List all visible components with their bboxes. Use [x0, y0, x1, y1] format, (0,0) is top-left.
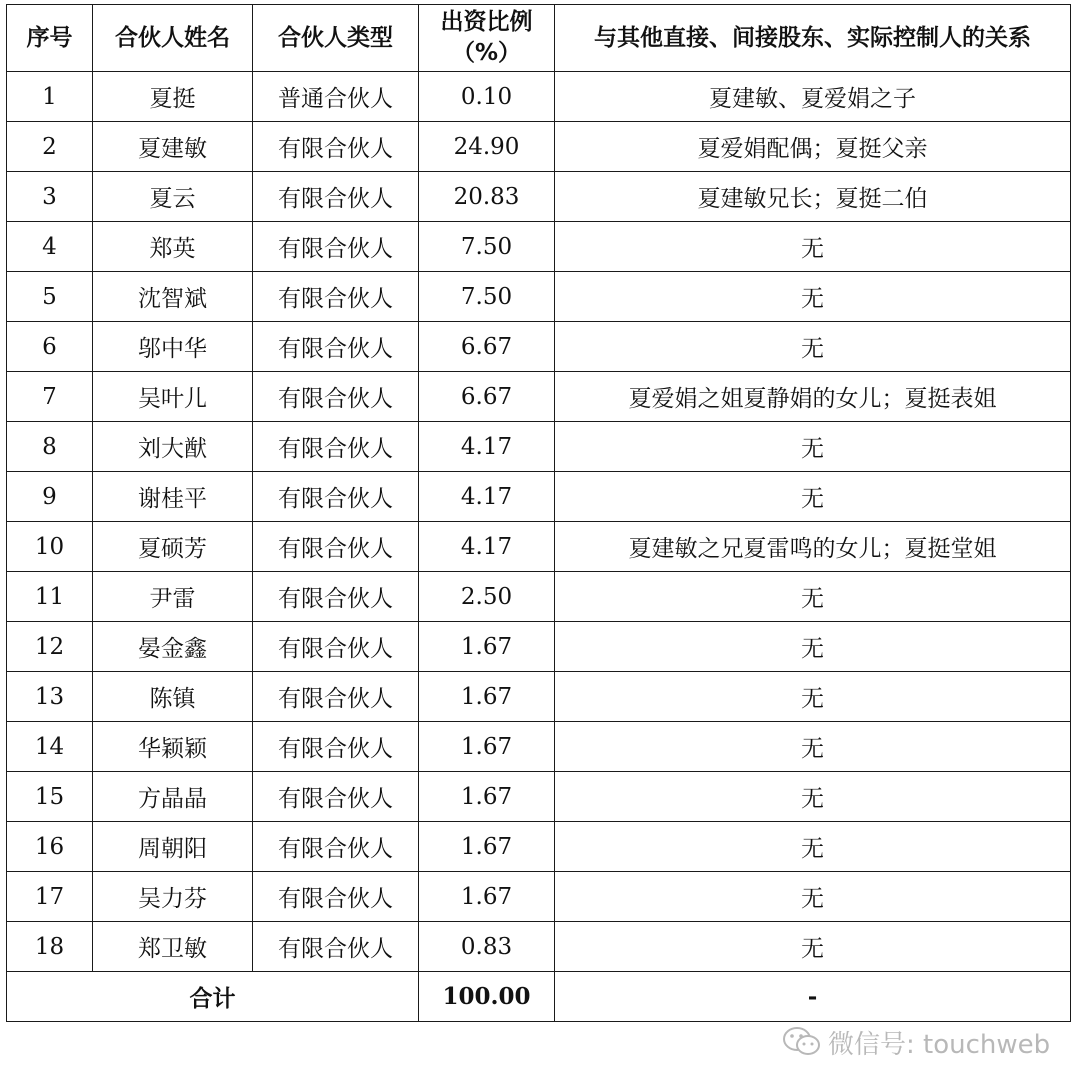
table-row — [7, 272, 1071, 322]
table-row — [7, 622, 1071, 672]
cell-partner-type: 有限合伙人 — [253, 372, 419, 422]
cell-partner-name: 吴力芬 — [93, 872, 253, 922]
table-row — [7, 922, 1071, 972]
cell-index: 3 — [7, 172, 93, 222]
total-label: 合计 — [7, 972, 419, 1022]
cell-index: 9 — [7, 472, 93, 522]
cell-contribution-ratio: 20.83 — [419, 172, 555, 222]
cell-relationship: 无 — [555, 722, 1071, 772]
cell-relationship: 无 — [555, 672, 1071, 722]
cell-relationship: 夏建敏兄长；夏挺二伯 — [555, 172, 1071, 222]
table-row — [7, 572, 1071, 622]
wechat-icon — [782, 1025, 822, 1059]
cell-relationship: 无 — [555, 422, 1071, 472]
table-row — [7, 322, 1071, 372]
cell-partner-name: 刘大猷 — [93, 422, 253, 472]
header-relationship: 与其他直接、间接股东、实际控制人的关系 — [555, 5, 1071, 72]
cell-partner-type: 有限合伙人 — [253, 672, 419, 722]
cell-index: 15 — [7, 772, 93, 822]
cell-index: 17 — [7, 872, 93, 922]
cell-partner-type: 有限合伙人 — [253, 822, 419, 872]
cell-index: 5 — [7, 272, 93, 322]
cell-partner-name: 沈智斌 — [93, 272, 253, 322]
cell-index: 8 — [7, 422, 93, 472]
cell-partner-name: 夏建敏 — [93, 122, 253, 172]
header-row — [7, 5, 1071, 72]
table-row — [7, 722, 1071, 772]
cell-contribution-ratio: 4.17 — [419, 522, 555, 572]
cell-partner-name: 夏云 — [93, 172, 253, 222]
cell-partner-name: 郑英 — [93, 222, 253, 272]
total-row — [7, 972, 1071, 1022]
cell-partner-name: 吴叶儿 — [93, 372, 253, 422]
cell-contribution-ratio: 0.83 — [419, 922, 555, 972]
cell-contribution-ratio: 6.67 — [419, 372, 555, 422]
table-row — [7, 422, 1071, 472]
watermark-text: 微信号: touchweb — [828, 1029, 1051, 1060]
cell-contribution-ratio: 7.50 — [419, 272, 555, 322]
cell-partner-type: 有限合伙人 — [253, 222, 419, 272]
header-partner-type: 合伙人类型 — [253, 5, 419, 72]
cell-index: 4 — [7, 222, 93, 272]
table-row — [7, 122, 1071, 172]
header-index: 序号 — [7, 5, 93, 72]
header-partner-name: 合伙人姓名 — [93, 5, 253, 72]
cell-contribution-ratio: 4.17 — [419, 422, 555, 472]
cell-index: 7 — [7, 372, 93, 422]
partners-table — [6, 4, 1071, 1022]
cell-partner-type: 有限合伙人 — [253, 522, 419, 572]
cell-relationship: 无 — [555, 922, 1071, 972]
table-row — [7, 172, 1071, 222]
cell-relationship: 无 — [555, 772, 1071, 822]
cell-contribution-ratio: 1.67 — [419, 672, 555, 722]
cell-partner-name: 晏金鑫 — [93, 622, 253, 672]
cell-contribution-ratio: 1.67 — [419, 822, 555, 872]
total-relationship: - — [555, 972, 1071, 1022]
cell-partner-type: 有限合伙人 — [253, 722, 419, 772]
cell-partner-name: 周朝阳 — [93, 822, 253, 872]
cell-contribution-ratio: 6.67 — [419, 322, 555, 372]
cell-index: 16 — [7, 822, 93, 872]
cell-partner-name: 郑卫敏 — [93, 922, 253, 972]
cell-index: 18 — [7, 922, 93, 972]
table-row — [7, 672, 1071, 722]
cell-relationship: 夏建敏之兄夏雷鸣的女儿；夏挺堂姐 — [555, 522, 1071, 572]
cell-partner-type: 有限合伙人 — [253, 272, 419, 322]
table-row — [7, 222, 1071, 272]
cell-contribution-ratio: 1.67 — [419, 872, 555, 922]
table-row — [7, 872, 1071, 922]
cell-index: 11 — [7, 572, 93, 622]
cell-partner-type: 有限合伙人 — [253, 572, 419, 622]
table-row — [7, 522, 1071, 572]
cell-partner-type: 有限合伙人 — [253, 172, 419, 222]
cell-partner-type: 普通合伙人 — [253, 72, 419, 122]
cell-partner-type: 有限合伙人 — [253, 472, 419, 522]
cell-relationship: 无 — [555, 872, 1071, 922]
cell-contribution-ratio: 2.50 — [419, 572, 555, 622]
cell-index: 1 — [7, 72, 93, 122]
cell-contribution-ratio: 24.90 — [419, 122, 555, 172]
table-row — [7, 772, 1071, 822]
cell-index: 12 — [7, 622, 93, 672]
cell-relationship: 无 — [555, 822, 1071, 872]
table-row — [7, 472, 1071, 522]
table-header — [7, 5, 1071, 72]
cell-contribution-ratio: 1.67 — [419, 722, 555, 772]
table-footer — [7, 972, 1071, 1022]
cell-index: 6 — [7, 322, 93, 372]
cell-relationship: 夏爱娟配偶；夏挺父亲 — [555, 122, 1071, 172]
cell-partner-type: 有限合伙人 — [253, 772, 419, 822]
cell-partner-type: 有限合伙人 — [253, 872, 419, 922]
cell-contribution-ratio: 4.17 — [419, 472, 555, 522]
header-contribution-ratio: 出资比例（%） — [419, 5, 555, 72]
cell-partner-name: 方晶晶 — [93, 772, 253, 822]
cell-relationship: 无 — [555, 272, 1071, 322]
cell-contribution-ratio: 0.10 — [419, 72, 555, 122]
total-ratio: 100.00 — [419, 972, 555, 1022]
cell-contribution-ratio: 7.50 — [419, 222, 555, 272]
cell-partner-name: 邬中华 — [93, 322, 253, 372]
cell-partner-name: 夏挺 — [93, 72, 253, 122]
watermark — [782, 1022, 1050, 1062]
cell-index: 14 — [7, 722, 93, 772]
cell-partner-name: 夏硕芳 — [93, 522, 253, 572]
cell-relationship: 夏爱娟之姐夏静娟的女儿；夏挺表姐 — [555, 372, 1071, 422]
cell-partner-type: 有限合伙人 — [253, 322, 419, 372]
cell-contribution-ratio: 1.67 — [419, 622, 555, 672]
table-row — [7, 72, 1071, 122]
cell-index: 2 — [7, 122, 93, 172]
cell-partner-name: 谢桂平 — [93, 472, 253, 522]
cell-partner-type: 有限合伙人 — [253, 622, 419, 672]
cell-relationship: 无 — [555, 472, 1071, 522]
cell-partner-type: 有限合伙人 — [253, 122, 419, 172]
cell-relationship: 无 — [555, 222, 1071, 272]
cell-index: 13 — [7, 672, 93, 722]
table-row — [7, 372, 1071, 422]
cell-relationship: 无 — [555, 322, 1071, 372]
table-row — [7, 822, 1071, 872]
cell-partner-name: 陈镇 — [93, 672, 253, 722]
table-body — [7, 72, 1071, 972]
cell-contribution-ratio: 1.67 — [419, 772, 555, 822]
cell-relationship: 无 — [555, 622, 1071, 672]
cell-partner-type: 有限合伙人 — [253, 422, 419, 472]
cell-partner-name: 华颖颖 — [93, 722, 253, 772]
cell-index: 10 — [7, 522, 93, 572]
cell-partner-name: 尹雷 — [93, 572, 253, 622]
cell-relationship: 无 — [555, 572, 1071, 622]
cell-relationship: 夏建敏、夏爱娟之子 — [555, 72, 1071, 122]
cell-partner-type: 有限合伙人 — [253, 922, 419, 972]
